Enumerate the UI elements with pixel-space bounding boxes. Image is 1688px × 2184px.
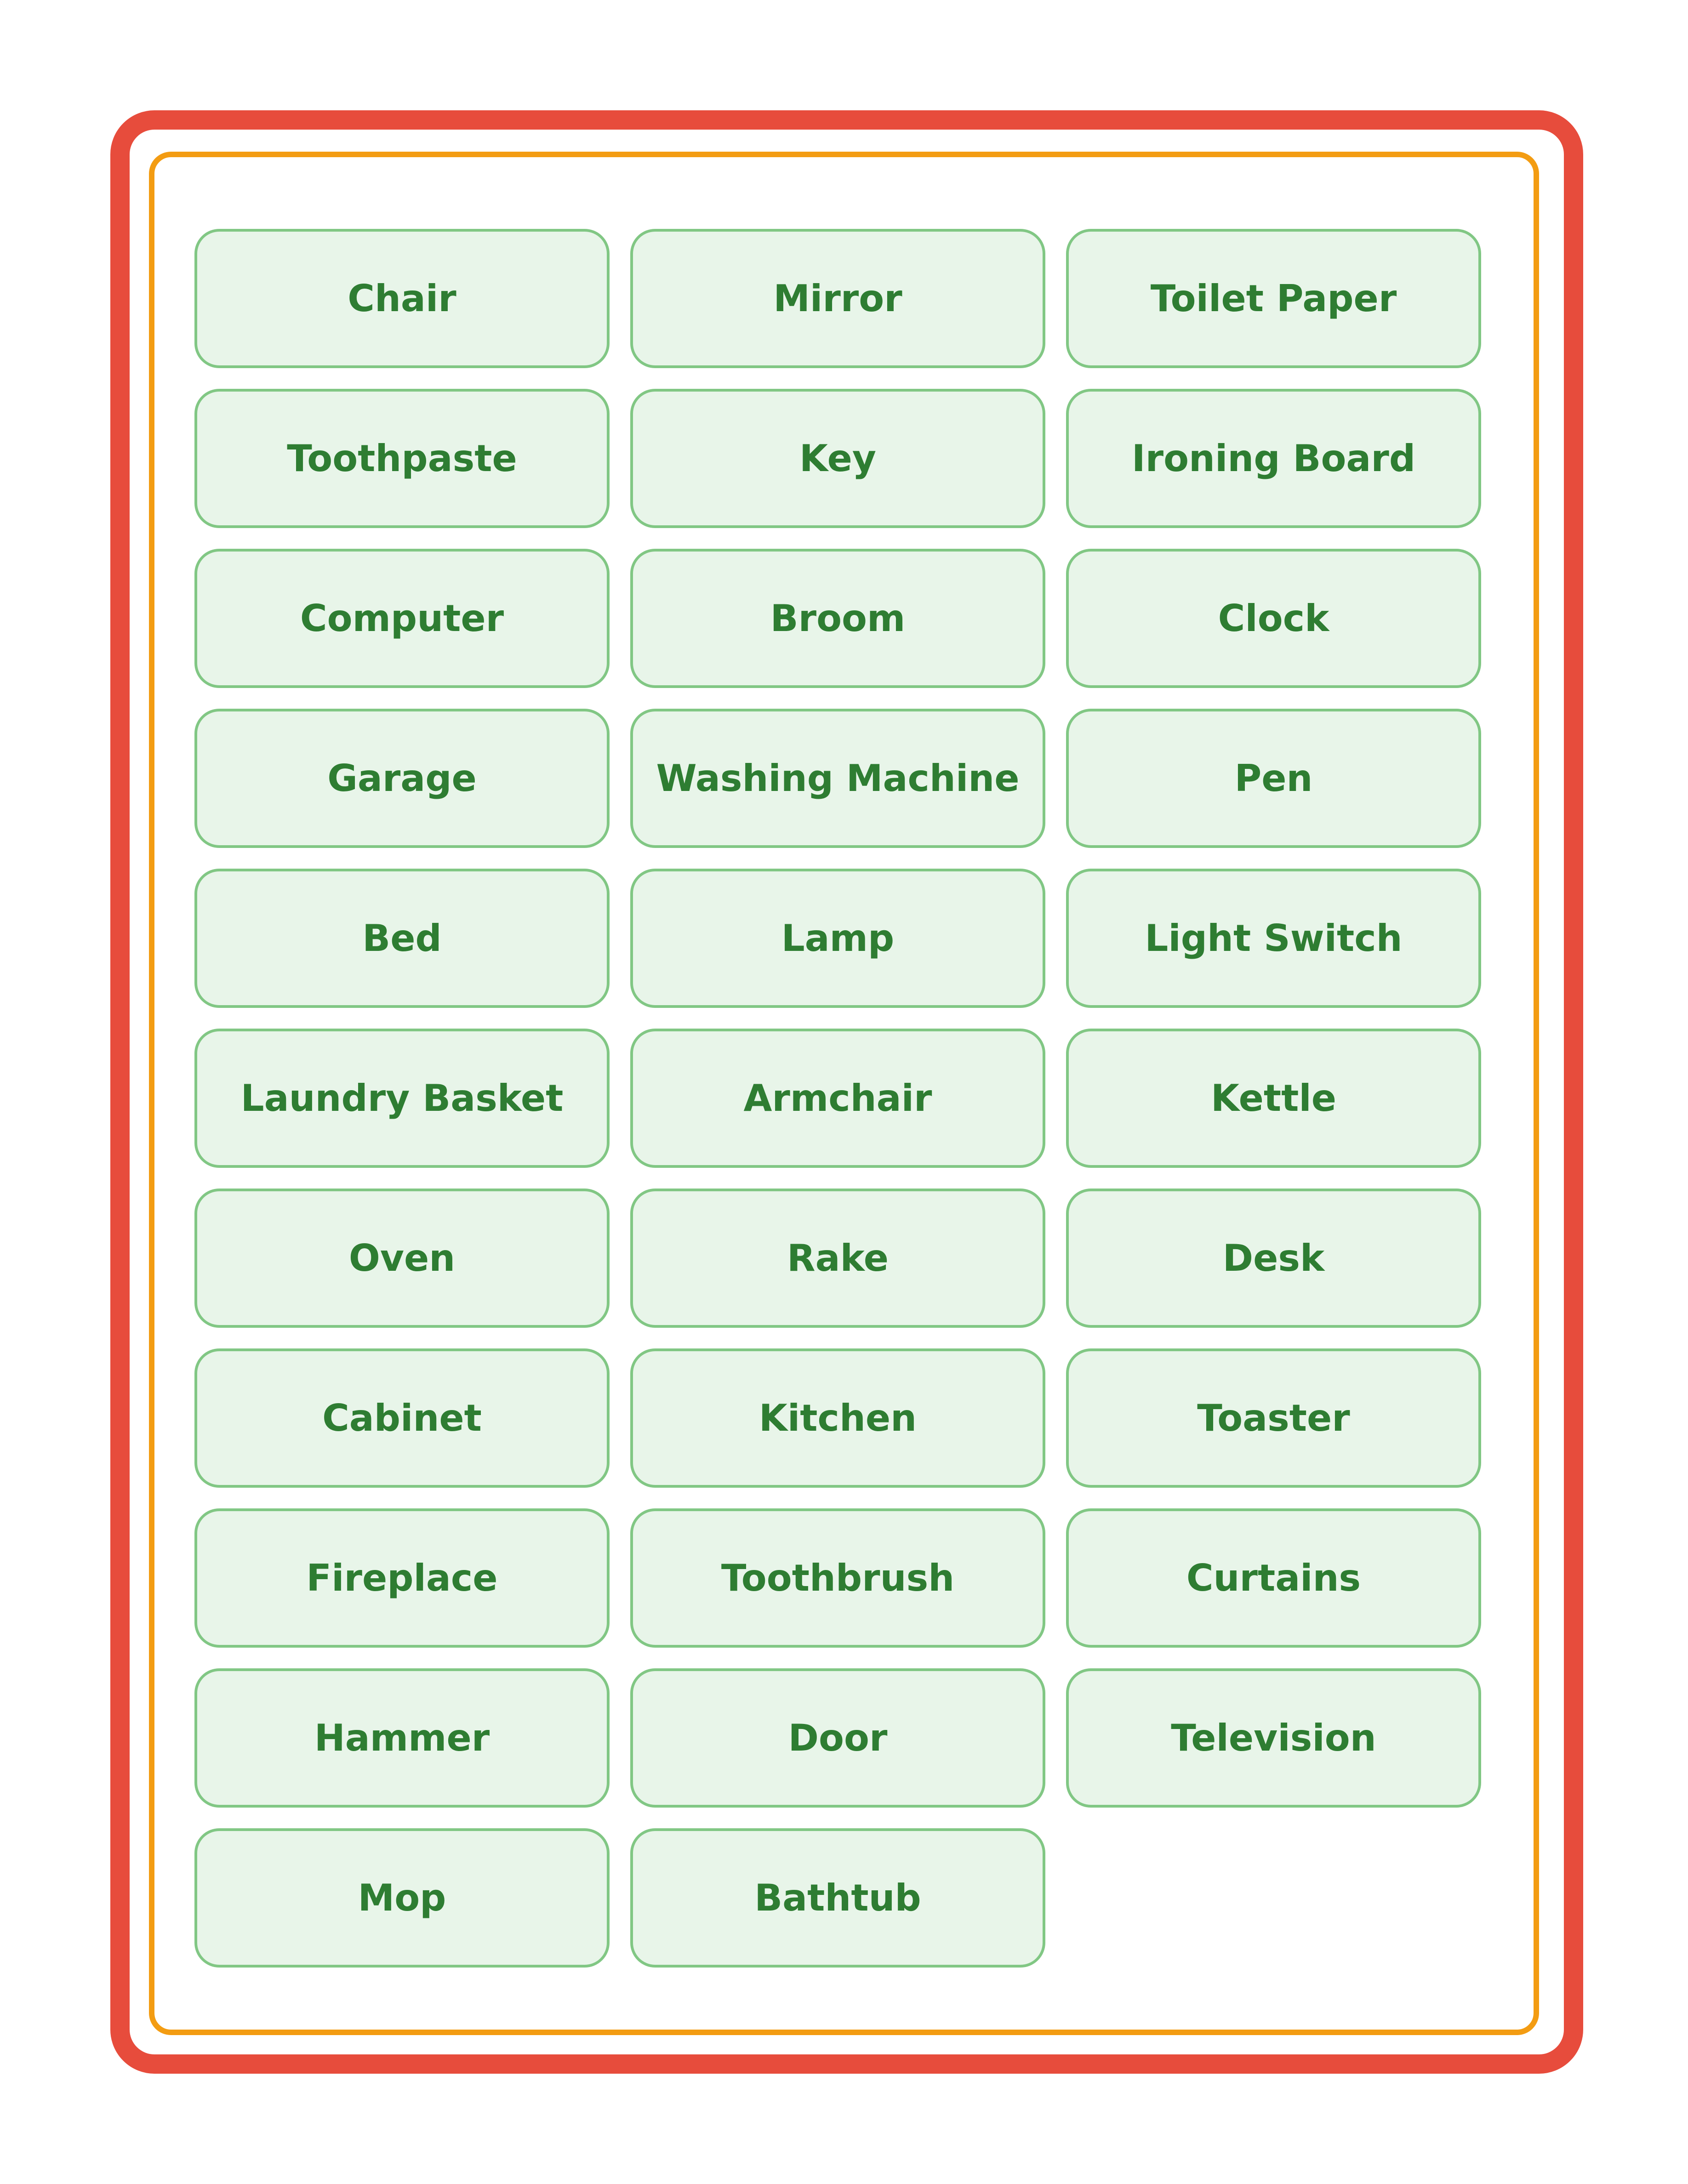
word-card[interactable]: Clock [1066, 549, 1481, 688]
word-card[interactable]: Kettle [1066, 1029, 1481, 1168]
word-card[interactable]: Armchair [630, 1029, 1045, 1168]
word-card-grid [194, 229, 1481, 1968]
word-card[interactable]: Cabinet [194, 1348, 610, 1488]
word-card[interactable]: Lamp [630, 869, 1045, 1008]
word-card[interactable]: Light Switch [1066, 869, 1481, 1008]
word-card[interactable]: Desk [1066, 1189, 1481, 1328]
word-card[interactable]: Bathtub [630, 1828, 1045, 1968]
word-card[interactable]: Door [630, 1668, 1045, 1808]
word-card[interactable]: Toothpaste [194, 389, 610, 528]
word-card[interactable]: Fireplace [194, 1508, 610, 1648]
word-card[interactable]: Garage [194, 709, 610, 848]
word-card[interactable]: Bed [194, 869, 610, 1008]
word-card[interactable]: Laundry Basket [194, 1029, 610, 1168]
word-card[interactable]: Toothbrush [630, 1508, 1045, 1648]
word-card[interactable]: Pen [1066, 709, 1481, 848]
word-card[interactable]: Key [630, 389, 1045, 528]
word-card[interactable]: Kitchen [630, 1348, 1045, 1488]
word-card[interactable]: Mop [194, 1828, 610, 1968]
word-card[interactable]: Broom [630, 549, 1045, 688]
word-card[interactable]: Television [1066, 1668, 1481, 1808]
word-card[interactable]: Computer [194, 549, 610, 688]
word-card[interactable]: Hammer [194, 1668, 610, 1808]
word-card[interactable]: Washing Machine [630, 709, 1045, 848]
word-card[interactable]: Toilet Paper [1066, 229, 1481, 368]
word-card[interactable]: Toaster [1066, 1348, 1481, 1488]
word-card[interactable]: Oven [194, 1189, 610, 1328]
word-card[interactable]: Curtains [1066, 1508, 1481, 1648]
word-card[interactable]: Ironing Board [1066, 389, 1481, 528]
word-card[interactable]: Rake [630, 1189, 1045, 1328]
word-card[interactable]: Mirror [630, 229, 1045, 368]
word-card[interactable]: Chair [194, 229, 610, 368]
